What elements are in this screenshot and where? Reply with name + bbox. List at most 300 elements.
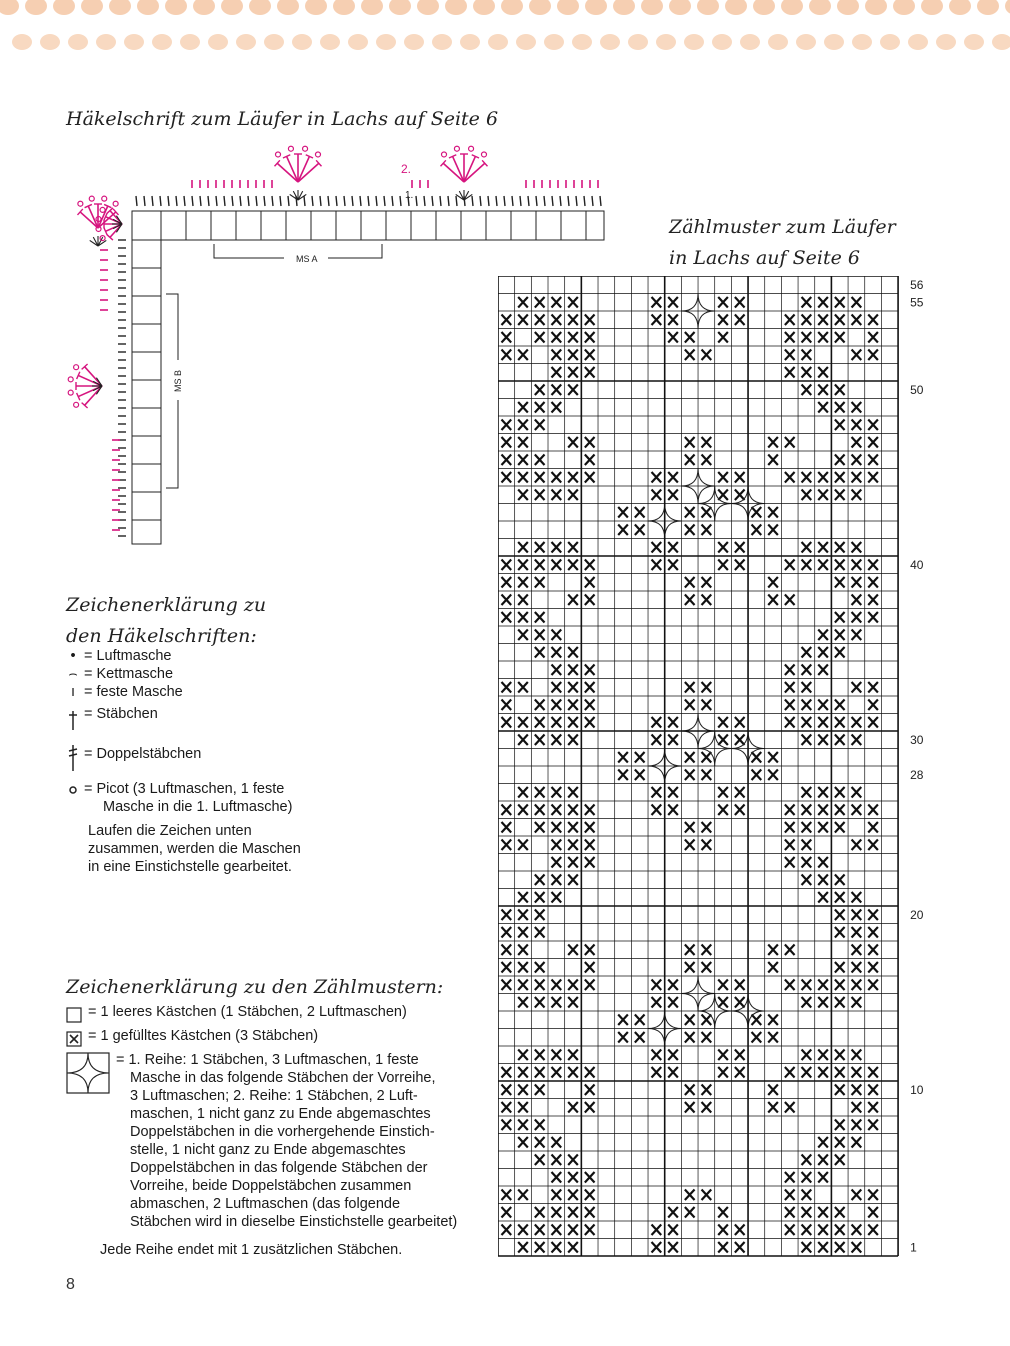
filled-cell: [535, 1137, 545, 1148]
cross-mark: [535, 875, 545, 886]
stitch-mark: [298, 156, 309, 182]
filled-cell: [785, 1172, 795, 1183]
filled-cell: [535, 297, 545, 308]
filled-cell: [618, 752, 628, 763]
cross-mark: [702, 595, 712, 606]
filled-cell: [718, 787, 728, 798]
picot-mark: [113, 201, 118, 206]
cross-mark: [685, 752, 695, 763]
cross-mark: [518, 997, 528, 1008]
cross-mark: [785, 1172, 795, 1183]
cross-mark: [752, 770, 762, 781]
filled-cell: [568, 542, 578, 553]
filled-cell: [852, 682, 862, 693]
filled-cell: [652, 490, 662, 501]
filled-cell: [535, 910, 545, 921]
band-dot: [740, 34, 760, 50]
filled-cell: [818, 700, 828, 711]
filled-cell: [702, 437, 712, 448]
cross-mark: [652, 805, 662, 816]
band-dot: [221, 0, 243, 15]
cross-mark: [735, 980, 745, 991]
filled-cell: [802, 1067, 812, 1078]
filled-cell: [552, 822, 562, 833]
filled-cell: [718, 997, 728, 1008]
filled-cell: [835, 1225, 845, 1236]
cross-mark: [768, 1102, 778, 1113]
filled-cell: [785, 682, 795, 693]
filled-cell: [835, 997, 845, 1008]
cross-mark: [518, 420, 528, 431]
filled-cell: [868, 560, 878, 571]
row-label: 55: [910, 295, 924, 310]
cross-mark: [668, 717, 678, 728]
cross-mark: [868, 945, 878, 956]
band-dot: [152, 34, 172, 50]
cross-mark: [802, 805, 812, 816]
filled-cell: [818, 822, 828, 833]
cross-mark: [868, 1207, 878, 1218]
band-dot: [249, 0, 271, 15]
cross-mark: [535, 787, 545, 798]
cross-mark: [785, 945, 795, 956]
filled-cell: [835, 822, 845, 833]
filled-cell: [568, 350, 578, 361]
stitch-mark: [298, 163, 319, 182]
cross-mark: [785, 840, 795, 851]
band-dot: [488, 34, 508, 50]
cross-mark: [668, 1067, 678, 1078]
filled-cell: [552, 892, 562, 903]
filled-cell: [852, 980, 862, 991]
picot-icon: [62, 781, 84, 799]
filled-cell: [868, 700, 878, 711]
cross-mark: [518, 630, 528, 641]
stitch-mark: [440, 196, 441, 206]
filled-cell: [502, 560, 512, 571]
lacet-description: [116, 1051, 457, 1231]
filled-cell: [718, 1207, 728, 1218]
row-number-labels: [910, 278, 924, 1255]
filled-cell: [785, 350, 795, 361]
cross-mark: [802, 840, 812, 851]
cross-mark: [568, 1067, 578, 1078]
filled-cell: [568, 980, 578, 991]
filled-cell: [502, 472, 512, 483]
cross-mark: [868, 700, 878, 711]
filled-cell: [852, 1120, 862, 1131]
cross-mark: [685, 682, 695, 693]
filled-cell: [518, 437, 528, 448]
band-dot: [669, 0, 691, 15]
filled-cell: [685, 1015, 695, 1026]
band-dot: [25, 0, 47, 15]
cross-mark: [585, 1102, 595, 1113]
filled-cell: [518, 402, 528, 413]
count-legend-title: Zeichenerklärung zu den Zählmustern:: [66, 976, 444, 998]
cross-mark: [818, 997, 828, 1008]
filled-cell: [768, 1032, 778, 1043]
band-dot: [585, 0, 607, 15]
filled-cell: [568, 367, 578, 378]
cross-mark: [668, 1242, 678, 1253]
filled-cell: [535, 1085, 545, 1096]
cross-mark: [685, 1015, 695, 1026]
filled-cell: [535, 490, 545, 501]
cross-mark: [668, 542, 678, 553]
band-dot: [921, 0, 943, 15]
filled-cell: [535, 1225, 545, 1236]
filled-cell: [702, 752, 712, 763]
filled-cell: [568, 297, 578, 308]
filled-cell: [502, 927, 512, 938]
filled-cell: [802, 297, 812, 308]
band-dot: [572, 34, 592, 50]
filled-cell: [702, 840, 712, 851]
cross-mark: [518, 717, 528, 728]
band-dot: [725, 0, 747, 15]
cross-mark: [818, 700, 828, 711]
band-dot: [977, 0, 999, 15]
filled-cell: [718, 1225, 728, 1236]
cross-mark: [568, 437, 578, 448]
cross-mark: [868, 455, 878, 466]
filled-cell: [768, 1015, 778, 1026]
cross-mark: [785, 315, 795, 326]
grid-filled-cells: [502, 297, 878, 1253]
cross-mark: [818, 805, 828, 816]
picot-mark: [303, 146, 308, 151]
filled-cell: [702, 822, 712, 833]
cross-mark: [518, 1067, 528, 1078]
filled-cell: [652, 717, 662, 728]
filled-cell: [685, 455, 695, 466]
cross-mark: [618, 525, 628, 536]
stitch-mark: [432, 196, 433, 206]
filled-cell: [802, 682, 812, 693]
filled-cell: [502, 455, 512, 466]
filled-cell: [585, 1102, 595, 1113]
filled-cell: [868, 577, 878, 588]
filled-cell: [635, 525, 645, 536]
cross-mark: [535, 385, 545, 396]
cross-mark: [568, 980, 578, 991]
cross-mark: [568, 1225, 578, 1236]
cross-mark: [768, 455, 778, 466]
filled-cell: [868, 805, 878, 816]
filled-cell: [785, 700, 795, 711]
band-dot: [684, 34, 704, 50]
cross-mark: [785, 980, 795, 991]
cross-mark: [518, 945, 528, 956]
cross-mark: [552, 542, 562, 553]
filled-cell: [868, 595, 878, 606]
filled-cell: [552, 857, 562, 868]
cross-mark: [585, 840, 595, 851]
filled-cell: [535, 875, 545, 886]
cross-mark: [835, 980, 845, 991]
fan-motif: [441, 146, 488, 200]
cross-mark: [802, 717, 812, 728]
stitch-mark: [384, 196, 385, 206]
filled-cell: [518, 997, 528, 1008]
cross-mark: [835, 315, 845, 326]
cross-mark: [785, 805, 795, 816]
filled-cell: [668, 1225, 678, 1236]
stitch-mark: [160, 196, 161, 206]
cross-mark: [835, 1225, 845, 1236]
cross-mark: [852, 980, 862, 991]
filled-cell: [818, 472, 828, 483]
filled-cell: [835, 542, 845, 553]
cross-mark: [502, 980, 512, 991]
filled-cell: [835, 1120, 845, 1131]
filled-cell: [768, 1085, 778, 1096]
lacet-line: Stäbchen wird in dieselbe Einstichstelle gearbeitet): [130, 1214, 458, 1230]
cross-mark: [568, 367, 578, 378]
filled-cell: [502, 1085, 512, 1096]
cross-mark: [785, 472, 795, 483]
filled-cell: [835, 1207, 845, 1218]
cross-mark: [852, 420, 862, 431]
stitch-mark: [592, 196, 593, 206]
band-dot: [557, 0, 579, 15]
stitch-mark: [576, 196, 577, 206]
cross-mark: [518, 682, 528, 693]
cross-mark: [552, 1155, 562, 1166]
cross-mark: [552, 805, 562, 816]
cross-mark: [835, 822, 845, 833]
filled-cell: [518, 612, 528, 623]
cross-mark: [768, 752, 778, 763]
filled-cell: [535, 647, 545, 658]
stitch-mark: [328, 196, 329, 206]
cross-mark: [535, 997, 545, 1008]
cross-mark: [718, 1207, 728, 1218]
cross-mark: [868, 682, 878, 693]
filled-cell: [785, 1207, 795, 1218]
filled-cell: [552, 490, 562, 501]
stitch-mark: [443, 163, 464, 182]
filled-cell: [552, 1050, 562, 1061]
lacet-line: Doppelstäbchen in die vorhergehende Einstich-: [130, 1124, 435, 1140]
filled-cell: [702, 455, 712, 466]
cross-mark: [868, 962, 878, 973]
lacet-line: = 1. Reihe: 1 Stäbchen, 3 Luftmaschen, 1 feste: [116, 1052, 419, 1068]
cross-mark: [852, 1242, 862, 1253]
filled-cell: [502, 1102, 512, 1113]
cross-mark: [518, 840, 528, 851]
picot-mark: [74, 365, 79, 370]
filled-cell: [685, 332, 695, 343]
filled-cell: [852, 735, 862, 746]
cross-mark: [535, 1207, 545, 1218]
cross-mark: [685, 700, 695, 711]
cross-mark: [585, 595, 595, 606]
filled-cell: [585, 682, 595, 693]
filled-cell: [735, 315, 745, 326]
filled-cell: [552, 560, 562, 571]
cross-mark: [768, 1032, 778, 1043]
filled-cell: [818, 1172, 828, 1183]
cross-mark: [852, 595, 862, 606]
filled-cell: [518, 1190, 528, 1201]
filled-cell: [852, 542, 862, 553]
cross-mark: [518, 472, 528, 483]
cross-mark: [852, 315, 862, 326]
lacet-line: stelle, 1 nicht ganz zu Ende abgemaschtes: [130, 1142, 406, 1158]
cross-mark: [702, 822, 712, 833]
cross-mark: [752, 507, 762, 518]
cross-mark: [818, 560, 828, 571]
filled-cell: [635, 752, 645, 763]
stitch-mark: [456, 196, 457, 206]
filled-cell: [718, 1242, 728, 1253]
legend-label: = Luftmasche: [84, 648, 172, 664]
cross-mark: [585, 1225, 595, 1236]
filled-cell: [585, 665, 595, 676]
row-label: 20: [910, 907, 924, 922]
filled-cell: [818, 560, 828, 571]
cross-mark: [702, 577, 712, 588]
cross-mark: [568, 1190, 578, 1201]
cross-mark: [568, 385, 578, 396]
filled-cell: [618, 525, 628, 536]
slip-stitch-icon: ⌢: [68, 666, 78, 682]
cross-mark: [785, 1102, 795, 1113]
filled-cell: [835, 297, 845, 308]
cross-mark: [868, 717, 878, 728]
cross-mark: [552, 700, 562, 711]
cross-mark: [618, 1015, 628, 1026]
cross-mark: [518, 1225, 528, 1236]
filled-cell: [568, 647, 578, 658]
band-dot: [81, 0, 103, 15]
cross-mark: [868, 420, 878, 431]
cross-mark: [835, 332, 845, 343]
filled-cell: [502, 1067, 512, 1078]
cross-mark: [802, 682, 812, 693]
cross-mark: [518, 577, 528, 588]
cross-mark: [735, 1225, 745, 1236]
cross-mark: [568, 472, 578, 483]
filled-cell: [735, 805, 745, 816]
filled-cell: [502, 1190, 512, 1201]
filled-cell: [552, 472, 562, 483]
count-pattern-title-line2: in Lachs auf Seite 6: [669, 247, 860, 269]
filled-cell: [852, 420, 862, 431]
filled-cell: [502, 840, 512, 851]
filled-cell: [568, 1067, 578, 1078]
filled-cell: [852, 402, 862, 413]
row-label: 40: [910, 557, 924, 572]
filled-cell: [702, 577, 712, 588]
band-dot: [473, 0, 495, 15]
cross-mark: [535, 490, 545, 501]
cross-mark: [502, 577, 512, 588]
band-dot: [432, 34, 452, 50]
filled-cell: [852, 1067, 862, 1078]
filled-cell: [818, 367, 828, 378]
crochet-legend-title-line1: Zeichenerklärung zu: [66, 594, 267, 616]
band-dot: [628, 34, 648, 50]
filled-cell: [635, 1032, 645, 1043]
row-end-note: Jede Reihe endet mit 1 zusätzlichen Stäbchen.: [100, 1242, 403, 1258]
cross-mark: [568, 560, 578, 571]
filled-cell: [668, 997, 678, 1008]
legend-label: = 1 gefülltes Kästchen (3 Stäbchen): [88, 1028, 319, 1044]
filled-cell: [585, 1225, 595, 1236]
cross-mark: [818, 490, 828, 501]
filled-cell: [618, 770, 628, 781]
cross-mark: [818, 822, 828, 833]
filled-cell: [818, 315, 828, 326]
filled-cell: [552, 665, 562, 676]
cross-mark: [585, 1067, 595, 1078]
filled-cell: [868, 822, 878, 833]
filled-cell: [585, 472, 595, 483]
cross-mark: [502, 612, 512, 623]
cross-mark: [518, 892, 528, 903]
filled-cell: [552, 1067, 562, 1078]
cross-mark: [818, 980, 828, 991]
filled-cell: [552, 297, 562, 308]
cross-mark: [735, 1050, 745, 1061]
cross-mark: [785, 700, 795, 711]
filled-cell: [535, 717, 545, 728]
filled-cell: [818, 1225, 828, 1236]
cross-mark: [668, 805, 678, 816]
cross-mark: [835, 542, 845, 553]
fan-motif: [68, 364, 102, 408]
cross-mark: [835, 455, 845, 466]
empty-box-icon: [66, 1007, 82, 1023]
band-dot: [964, 34, 984, 50]
filled-cell: [518, 1050, 528, 1061]
cross-mark: [752, 525, 762, 536]
filled-cell: [635, 1015, 645, 1026]
filled-cell: [685, 945, 695, 956]
cross-mark: [685, 332, 695, 343]
cross-mark: [502, 1067, 512, 1078]
cross-mark: [552, 665, 562, 676]
cross-mark: [668, 560, 678, 571]
cross-mark: [585, 805, 595, 816]
filled-cell: [852, 315, 862, 326]
filled-cell: [752, 770, 762, 781]
cross-mark: [568, 1155, 578, 1166]
grid-lacet-cells: [648, 294, 765, 1047]
filled-cell: [502, 682, 512, 693]
filled-cell: [668, 1067, 678, 1078]
cross-mark: [535, 735, 545, 746]
filled-cell: [502, 577, 512, 588]
stitch-mark: [528, 196, 529, 206]
single-crochet-icon: ı: [70, 684, 76, 700]
cross-mark: [585, 962, 595, 973]
cross-mark: [652, 490, 662, 501]
cross-mark: [702, 840, 712, 851]
cross-mark: [718, 297, 728, 308]
filled-cell: [785, 1190, 795, 1201]
cross-mark: [735, 1242, 745, 1253]
cross-mark: [668, 472, 678, 483]
filled-cell: [585, 367, 595, 378]
filled-cell: [802, 1155, 812, 1166]
cross-mark: [685, 945, 695, 956]
filled-cell: [768, 945, 778, 956]
filled-cell: [785, 560, 795, 571]
